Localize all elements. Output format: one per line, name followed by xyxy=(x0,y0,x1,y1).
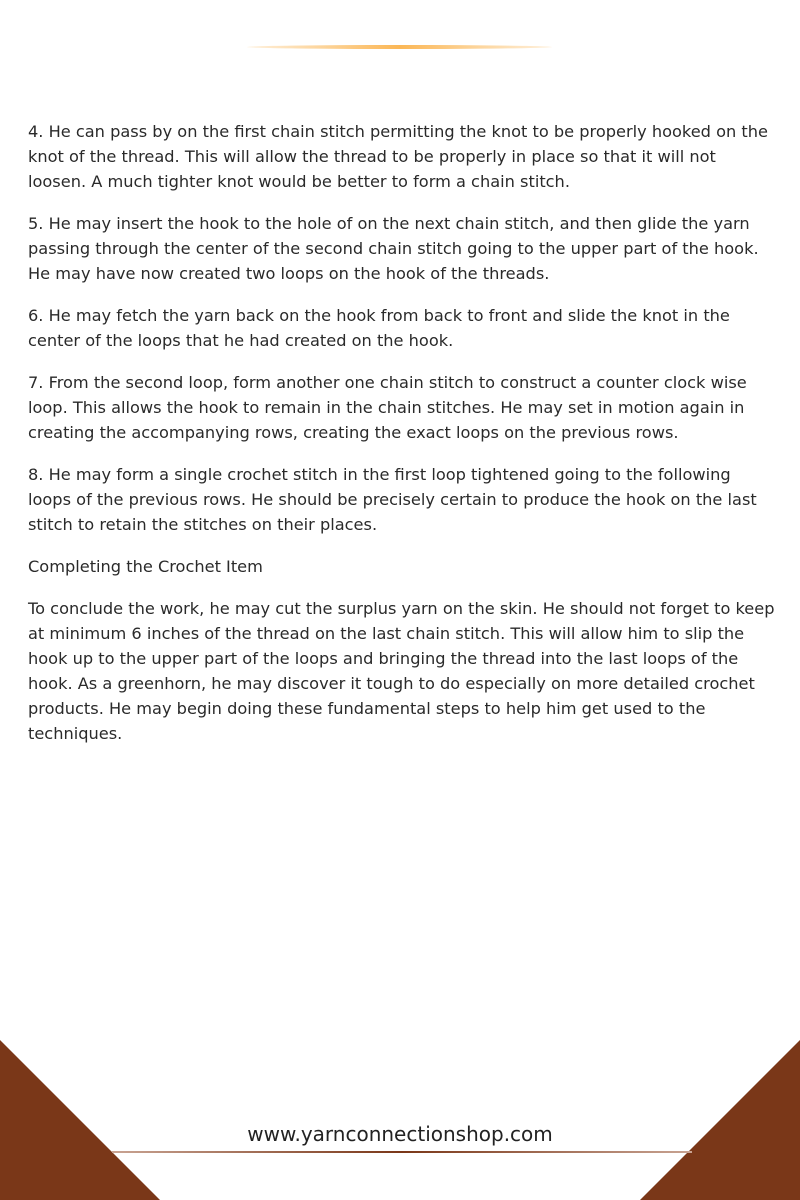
corner-triangle-left xyxy=(0,1040,160,1200)
text-line: techniques. xyxy=(28,724,123,743)
text-line: loosen. A much tighter knot would be better to form a chain stitch. xyxy=(28,172,570,191)
paragraph xyxy=(28,370,788,445)
paragraph xyxy=(28,462,788,537)
text-line: hook. As a greenhorn, he may discover it tough to do especially on more detailed crochet xyxy=(28,674,755,693)
text-line: Completing the Crochet Item xyxy=(28,557,263,576)
text-line: products. He may begin doing these fundamental steps to help him get used to the xyxy=(28,699,706,718)
text-line: center of the loops that he had created on the hook. xyxy=(28,331,454,350)
text-line: 6. He may fetch the yarn back on the hook from back to front and slide the knot in the xyxy=(28,306,730,325)
text-line: at minimum 6 inches of the thread on the last chain stitch. This will allow him to slip the xyxy=(28,624,745,643)
paragraph xyxy=(28,303,788,353)
text-line: To conclude the work, he may cut the surplus yarn on the skin. He should not forget to keep xyxy=(28,599,775,618)
text-line: 8. He may form a single crochet stitch in the first loop tightened going to the following xyxy=(28,465,731,484)
text-line: loops of the previous rows. He should be precisely certain to produce the hook on the last xyxy=(28,490,757,509)
text-line: passing through the center of the second chain stitch going to the upper part of the hook. xyxy=(28,239,759,258)
corner-triangle-right xyxy=(640,1040,800,1200)
document-body xyxy=(28,119,788,763)
footer-website-url[interactable]: www.yarnconnectionshop.com xyxy=(247,1122,553,1146)
text-line: creating the accompanying rows, creating the exact loops on the previous rows. xyxy=(28,423,679,442)
paragraph xyxy=(28,211,788,286)
text-line: hook up to the upper part of the loops and bringing the thread into the last loops of the xyxy=(28,649,739,668)
top-divider xyxy=(247,45,552,49)
text-line: knot of the thread. This will allow the thread to be properly in place so that it will not xyxy=(28,147,716,166)
text-line: stitch to retain the stitches on their places. xyxy=(28,515,378,534)
text-line: 7. From the second loop, form another one chain stitch to construct a counter clock wise xyxy=(28,373,747,392)
text-line: loop. This allows the hook to remain in the chain stitches. He may set in motion again in xyxy=(28,398,745,417)
paragraph xyxy=(28,119,788,194)
text-line: He may have now created two loops on the hook of the threads. xyxy=(28,264,550,283)
text-line: 4. He can pass by on the first chain stitch permitting the knot to be properly hooked on the xyxy=(28,122,768,141)
text-line: 5. He may insert the hook to the hole of on the next chain stitch, and then glide the yarn xyxy=(28,214,750,233)
paragraph xyxy=(28,596,788,746)
footer-divider xyxy=(112,1151,692,1153)
section-heading xyxy=(28,554,788,579)
